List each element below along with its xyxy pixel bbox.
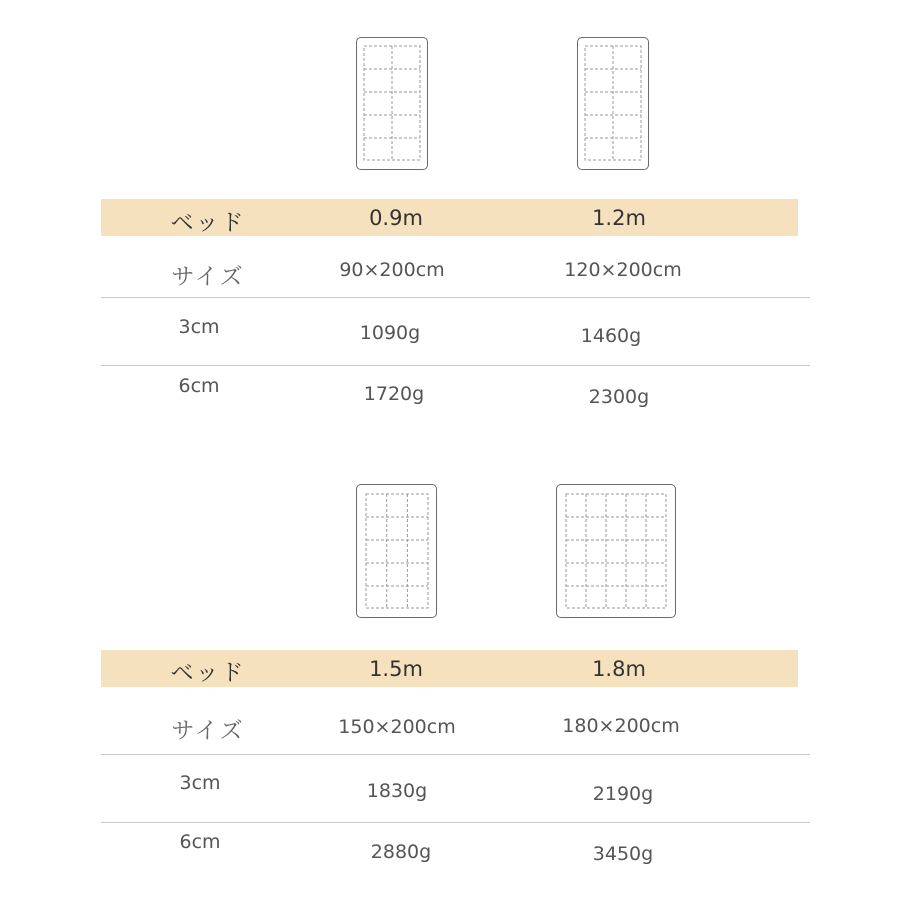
- bed-width-header: 1.5m: [369, 657, 423, 681]
- weight-value: 2880g: [370, 841, 432, 863]
- thickness-label: 3cm: [178, 316, 220, 338]
- row-divider: [101, 822, 810, 823]
- mattress-icon: [556, 484, 676, 618]
- row-divider: [101, 754, 810, 755]
- bed-width-header: 0.9m: [369, 206, 423, 230]
- weight-value: 1830g: [366, 780, 428, 802]
- thickness-label: 3cm: [179, 772, 221, 794]
- row-divider: [101, 297, 810, 298]
- bed-label: ベッド: [170, 660, 246, 686]
- weight-value: 3450g: [592, 843, 654, 865]
- size-label: サイズ: [171, 718, 245, 744]
- row-divider: [101, 365, 810, 366]
- mattress-icon: [356, 37, 428, 170]
- weight-value: 1460g: [580, 325, 642, 347]
- thickness-label: 6cm: [178, 375, 220, 397]
- weight-value: 2300g: [588, 386, 650, 408]
- size-value: 90×200cm: [339, 259, 445, 281]
- bed-width-header: 1.2m: [592, 206, 646, 230]
- size-label: サイズ: [171, 264, 245, 290]
- weight-value: 1090g: [359, 322, 421, 344]
- mattress-icon: [356, 484, 437, 618]
- weight-value: 1720g: [363, 383, 425, 405]
- size-value: 150×200cm: [338, 716, 456, 738]
- thickness-label: 6cm: [179, 831, 221, 853]
- bed-width-header: 1.8m: [592, 657, 646, 681]
- bed-label: ベッド: [170, 210, 246, 236]
- mattress-icon: [577, 37, 649, 170]
- size-value: 120×200cm: [564, 259, 682, 281]
- weight-value: 2190g: [592, 783, 654, 805]
- size-value: 180×200cm: [562, 715, 680, 737]
